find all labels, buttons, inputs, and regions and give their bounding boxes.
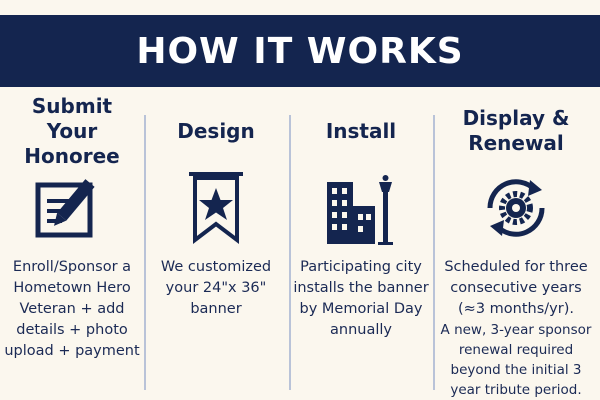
step-description: Participating city installs the banner by Memorial Day annually (293, 259, 429, 338)
header-banner (0, 15, 600, 87)
step-description: Scheduled for three consecutive years (≈3 months/yr). (444, 259, 588, 317)
step-design (146, 105, 286, 320)
step-title: Display & Renewal (462, 106, 570, 155)
column-divider (433, 115, 435, 390)
form-pencil-icon (27, 163, 117, 253)
step-install (291, 105, 431, 341)
step-description: Enroll/Sponsor a Hometown Hero Veteran + add details + photo upload + payment (4, 259, 140, 359)
star-banner-icon (171, 163, 261, 253)
step-description: We customized your 24"x 36" banner (160, 259, 272, 317)
step-title: Submit Your Honoree (24, 93, 120, 168)
step-title: Install (325, 118, 397, 143)
step-display-renewal (436, 105, 596, 400)
step-submit (2, 93, 142, 362)
city-lamppost-icon (316, 163, 406, 253)
renewal-gear-icon (471, 163, 561, 253)
step-title: Design (177, 118, 255, 143)
renewal-note: A new, 3-year sponsor renewal required beyond the initial 3 year tribute period. (440, 322, 592, 398)
page-title: HOW IT WORKS (136, 30, 464, 72)
